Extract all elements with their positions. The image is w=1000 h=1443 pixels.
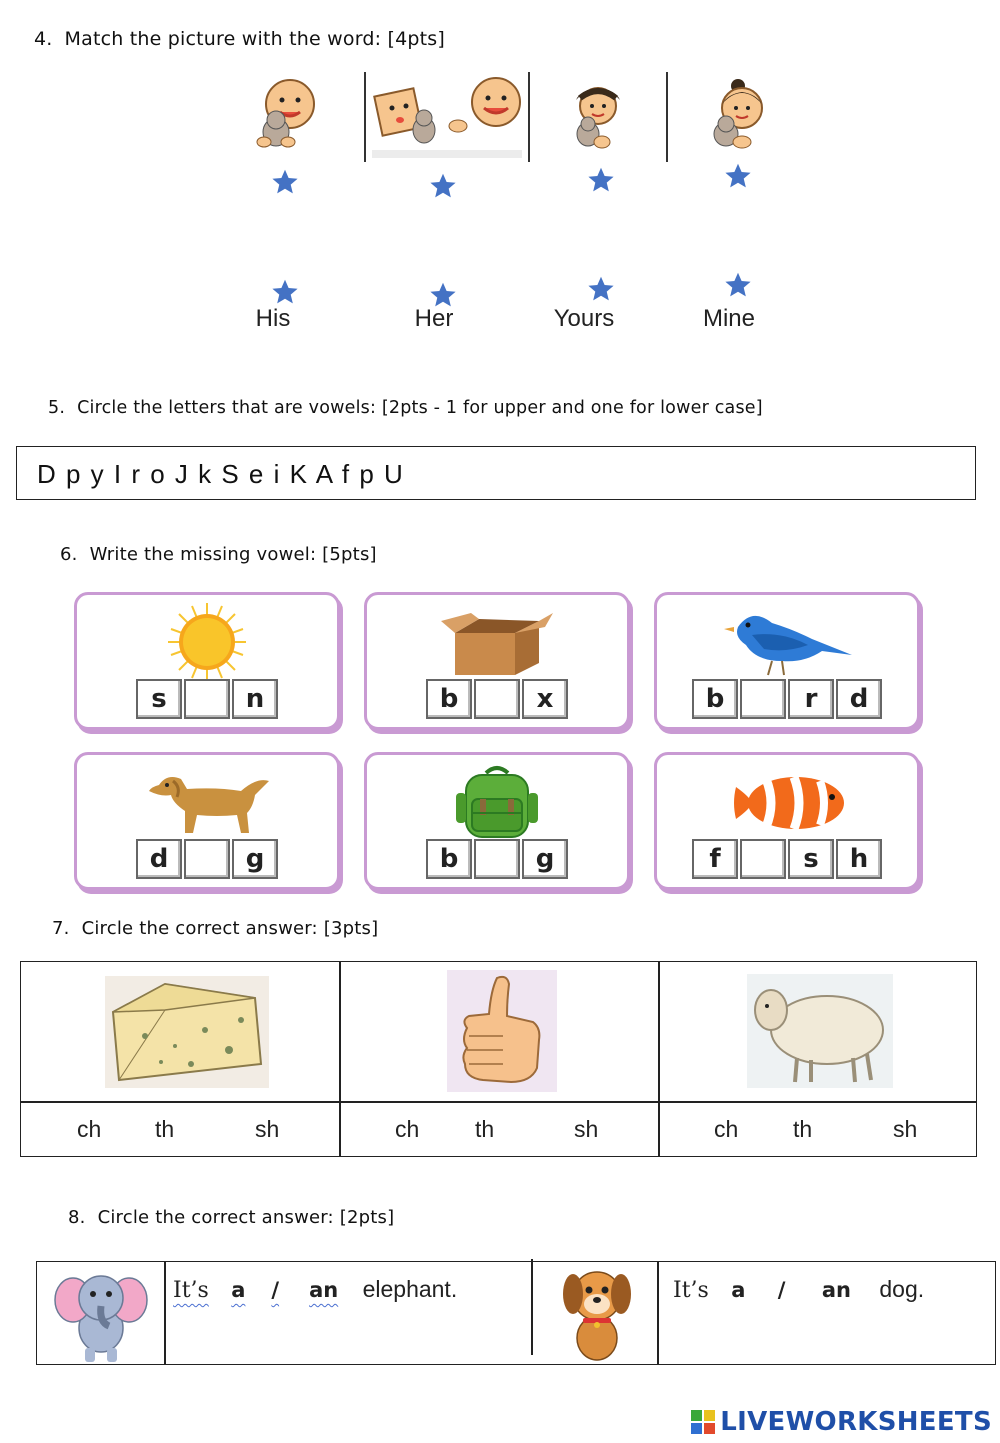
q6-title-text: Write the missing vowel: [5pts]	[89, 544, 377, 565]
letter-tile: b	[426, 839, 472, 879]
boy-with-cat-picture	[568, 80, 628, 156]
choice-an[interactable]: an	[309, 1278, 339, 1302]
card-bird	[654, 592, 920, 730]
card-dog	[74, 752, 340, 890]
letter-tile: s	[136, 679, 182, 719]
noun-elephant: elephant.	[362, 1276, 458, 1302]
bird-picture	[712, 605, 862, 679]
q8-number: 8.	[68, 1207, 86, 1228]
option-th[interactable]: th	[475, 1116, 495, 1142]
q6-number: 6.	[60, 544, 78, 565]
q4-divider-2	[528, 72, 530, 162]
option-ch[interactable]: ch	[395, 1116, 420, 1142]
q5-title	[48, 398, 763, 418]
word-yours: Yours	[553, 305, 615, 332]
option-th[interactable]: th	[793, 1116, 813, 1142]
card-fish	[654, 752, 920, 890]
q7-table	[20, 961, 977, 1157]
star-icon[interactable]	[271, 278, 299, 306]
girl-with-cat-picture	[706, 78, 772, 158]
q5-title-text: Circle the letters that are vowels: [2pts - 1 for upper and one for lower case]	[77, 398, 763, 418]
cheese-picture	[105, 976, 269, 1088]
letter-tile: n	[232, 679, 278, 719]
letter-tile: s	[788, 839, 834, 879]
letter-tile: x	[522, 679, 568, 719]
star-icon[interactable]	[429, 172, 457, 200]
star-icon[interactable]	[587, 166, 615, 194]
star-icon[interactable]	[271, 168, 299, 196]
star-icon[interactable]	[724, 271, 752, 299]
q4-number: 4.	[34, 28, 53, 50]
dog-picture	[137, 767, 277, 837]
q8-table	[36, 1261, 996, 1365]
letter-tile: h	[836, 839, 882, 879]
dog-cartoon-picture	[547, 1260, 647, 1364]
word-its: It’s	[173, 1278, 209, 1303]
option-th[interactable]: th	[155, 1116, 175, 1142]
sentence-dog	[673, 1276, 924, 1303]
q4-divider-3	[666, 72, 668, 162]
choice-a[interactable]: a	[731, 1278, 746, 1302]
q4-title-text: Match the picture with the word: [4pts]	[64, 28, 446, 50]
letter-tile: d	[136, 839, 182, 879]
blank-tile[interactable]	[740, 839, 786, 879]
liveworksheets-logo	[690, 1407, 992, 1437]
letter-tile: b	[426, 679, 472, 719]
letter-tile: f	[692, 839, 738, 879]
option-sh[interactable]: sh	[255, 1116, 280, 1142]
card-sun	[74, 592, 340, 730]
girl-pointing-to-boy-picture	[372, 74, 524, 160]
option-ch[interactable]: ch	[714, 1116, 739, 1142]
box-picture	[441, 607, 553, 677]
option-sh[interactable]: sh	[893, 1116, 918, 1142]
q7-title	[52, 918, 378, 939]
boy-holding-cat-picture	[252, 76, 322, 156]
word-its: It’s	[673, 1278, 709, 1303]
letter-tile: g	[232, 839, 278, 879]
elephant-picture	[51, 1266, 151, 1364]
q5-number: 5.	[48, 398, 66, 418]
bag-picture	[452, 765, 542, 839]
star-icon[interactable]	[724, 162, 752, 190]
sun-picture	[152, 601, 262, 683]
q4-divider-1	[364, 72, 366, 162]
word-his: His	[255, 305, 291, 332]
q4-title	[34, 28, 445, 50]
star-icon[interactable]	[587, 275, 615, 303]
blank-tile[interactable]	[474, 839, 520, 879]
thumb-picture	[447, 970, 557, 1092]
letter-tile: g	[522, 839, 568, 879]
blank-tile[interactable]	[184, 839, 230, 879]
slash: /	[777, 1278, 786, 1302]
blank-tile[interactable]	[474, 679, 520, 719]
letter-tile: d	[836, 679, 882, 719]
slash: /	[271, 1278, 280, 1302]
sheep-picture	[747, 974, 893, 1088]
letters-box	[16, 446, 976, 500]
option-sh[interactable]: sh	[574, 1116, 599, 1142]
fish-picture	[722, 767, 852, 837]
q7-title-text: Circle the correct answer: [3pts]	[81, 918, 379, 939]
q8-title	[68, 1207, 394, 1228]
option-ch[interactable]: ch	[77, 1116, 102, 1142]
q8-title-text: Circle the correct answer: [2pts]	[97, 1207, 395, 1228]
word-mine: Mine	[702, 305, 756, 332]
logo-text: LIVEWORKSHEETS	[720, 1407, 992, 1437]
choice-a[interactable]: a	[231, 1278, 246, 1302]
noun-dog: dog.	[879, 1276, 925, 1302]
blank-tile[interactable]	[184, 679, 230, 719]
card-bag	[364, 752, 630, 890]
letters-row[interactable]: D p y I r o J k S e i K A f p U	[37, 459, 404, 489]
word-her: Her	[414, 305, 454, 332]
card-box	[364, 592, 630, 730]
q6-title	[60, 544, 377, 565]
letter-tile: b	[692, 679, 738, 719]
sentence-elephant	[173, 1276, 457, 1303]
letter-tile: r	[788, 679, 834, 719]
q7-number: 7.	[52, 918, 70, 939]
choice-an[interactable]: an	[821, 1278, 851, 1302]
blank-tile[interactable]	[740, 679, 786, 719]
liveworksheets-icon	[690, 1409, 716, 1435]
